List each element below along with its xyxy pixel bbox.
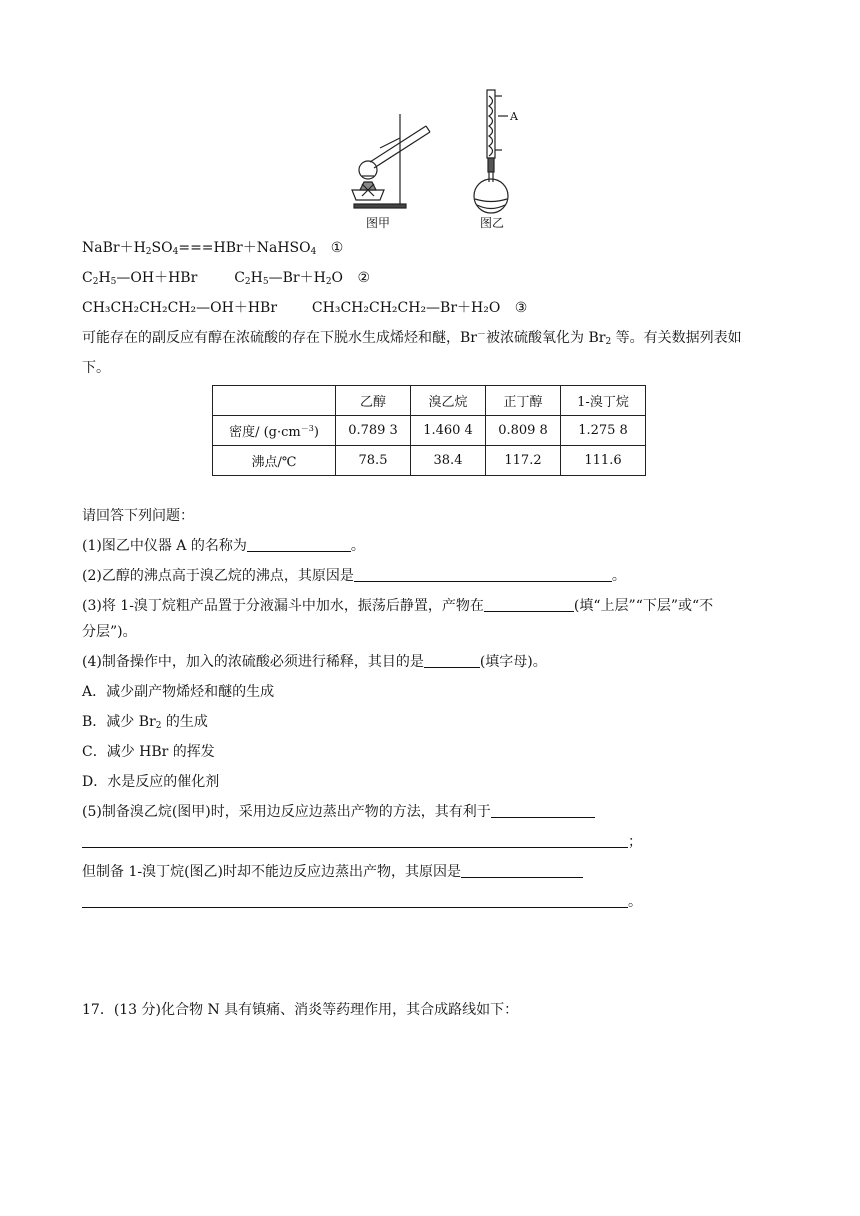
answer-blank[interactable] — [82, 833, 628, 848]
answer-blank[interactable] — [354, 567, 612, 582]
option-c: C．减少 HBr 的挥发 — [82, 744, 215, 760]
table-cell: 117.2 — [486, 446, 561, 476]
answer-blank[interactable] — [491, 803, 595, 818]
apparatus-figures — [340, 86, 540, 232]
question-5-line-2: ； — [82, 832, 642, 852]
question-1: (1)图乙中仪器 A 的名称为 。 — [82, 538, 365, 554]
answer-blank[interactable] — [82, 893, 628, 908]
table-cell: 0.789 3 — [336, 416, 411, 446]
question-5-line-3: 但制备 1-溴丁烷(图乙)时却不能边反应边蒸出产物，其原因是 — [82, 862, 583, 882]
option-d: D．水是反应的催化剂 — [82, 774, 220, 790]
intro-line-2: 下。 — [82, 360, 110, 376]
table-header-cell: 乙醇 — [336, 386, 411, 416]
table-cell: 1.275 8 — [561, 416, 646, 446]
option-a: A．减少副产物烯烃和醚的生成 — [82, 684, 275, 700]
answer-blank[interactable] — [484, 597, 574, 612]
question-4: (4)制备操作中，加入的浓硫酸必须进行稀释，其目的是 (填字母)。 — [82, 654, 547, 670]
answer-blank[interactable] — [247, 537, 351, 552]
figure-jia-label: 图甲 — [366, 216, 391, 230]
table-cell: 0.809 8 — [486, 416, 561, 446]
equation-number: ② — [357, 270, 371, 286]
table-header-cell: 1-溴丁烷 — [561, 386, 646, 416]
figure-yi-label: 图乙 — [480, 216, 505, 230]
equation-number: ③ — [514, 300, 528, 316]
question-5: (5)制备溴乙烷(图甲)时，采用边反应边蒸出产物的方法，其有利于 — [82, 802, 595, 822]
table-cell: 78.5 — [336, 446, 411, 476]
question-5-line-4: 。 — [82, 892, 642, 912]
equation-number: ① — [330, 240, 344, 256]
equation-1: $NaBr+H_2SO_4===HBr+NaHSO_4$ ① — [82, 240, 344, 257]
answer-blank[interactable] — [424, 653, 480, 668]
table-cell: 111.6 — [561, 446, 646, 476]
table-header-cell: 正丁醇 — [486, 386, 561, 416]
figure-yi-drawing — [474, 90, 508, 213]
table-row — [213, 416, 646, 446]
equation-3: CH₃CH₂CH₂CH₂—OH＋HBr CH₃CH₂CH₂CH₂—Br＋H₂O ③ — [82, 300, 528, 316]
equation-2: $C_2H_5—OH+HBr$ $C_2H_5—Br+H_2O$ ② — [82, 270, 371, 287]
table-header-cell: 溴乙烷 — [411, 386, 486, 416]
table-row-label: 密度/ $(g\cdot cm^{-3})$ — [213, 416, 336, 446]
table-header-cell — [213, 386, 336, 416]
table-cell: 38.4 — [411, 446, 486, 476]
question-3-cont: 分层”)。 — [82, 624, 137, 640]
intro-line-1: 可能存在的副反应有醇在浓硫酸的存在下脱水生成烯烃和醚，Br－被浓硫酸氧化为 $Br_2$ 等。有关数据列表如 — [82, 330, 742, 347]
option-b: B．减少 $Br_2$ 的生成 — [82, 714, 208, 731]
table-row — [213, 386, 646, 416]
figure-yi-a-label: A — [510, 110, 518, 123]
questions-prompt: 请回答下列问题： — [82, 508, 194, 524]
table-row-label: 沸点/℃ — [213, 446, 336, 476]
question-17: 17．(13 分)化合物 N 具有镇痛、消炎等药理作用，其合成路线如下： — [82, 1002, 519, 1018]
question-2: (2)乙醇的沸点高于溴乙烷的沸点，其原因是 。 — [82, 568, 626, 584]
answer-blank[interactable] — [461, 863, 583, 878]
question-3: (3)将 1-溴丁烷粗产品置于分液漏斗中加水，振荡后静置，产物在 (填“上层”“下层”或“不 — [82, 598, 714, 614]
property-table — [212, 385, 646, 476]
table-row — [213, 446, 646, 476]
figure-jia-drawing — [352, 114, 430, 208]
table-cell: 1.460 4 — [411, 416, 486, 446]
